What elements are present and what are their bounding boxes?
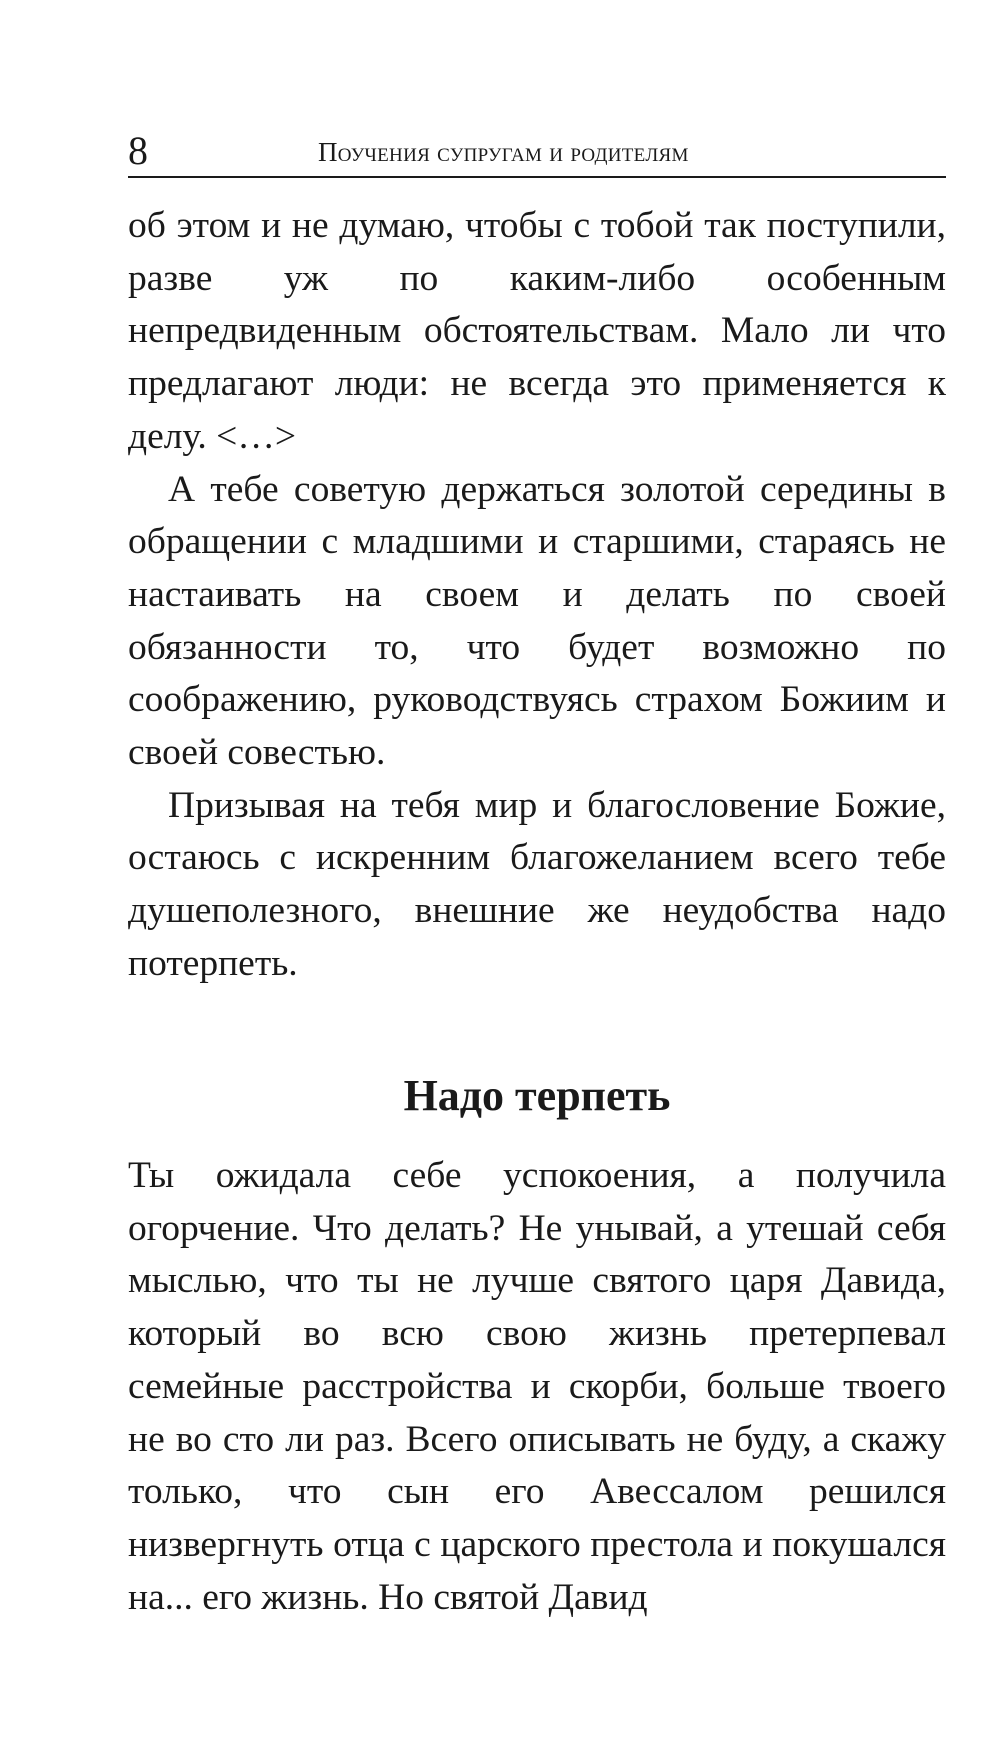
text-block-chapter — [128, 1150, 946, 1624]
paragraph: А тебе советую держаться золотой середины в обращении с младшими и старшими, стараясь не настаивать на своем и делать по своей обязанности то, что будет возможно по соображению, руководствуясь страхом Божиим и своей совестью. — [128, 468, 946, 774]
paragraph: об этом и не думаю, чтобы с тобой так поступили, разве уж по каким-либо особенным непредвиденным обстоятельствам. Мало ли что предлагают люди: не всегда это применяется к делу. <…> — [128, 205, 946, 457]
paragraph: Призывая на тебя мир и благословение Божие, остаюсь с искренним благожеланием всего тебе душеполезного, внешние же неудобства надо потерпеть. — [128, 784, 946, 984]
running-head — [128, 126, 946, 176]
header-rule — [128, 176, 946, 178]
running-title: Поучения супругам и родителям — [318, 137, 689, 167]
paragraph: Ты ожидала себе успокоения, а получила огорчение. Что делать? Не унывай, а утешай себя мыслью, что ты не лучше святого царя Давида, который во всю свою жизнь претерпевал семейные расстройства и скорби, больше твоего не во сто ли раз. Всего описывать не буду, а скажу только, что сын его Авессалом решился низвергнуть отца с царского престола и покушался на... его жизнь. Но святой Давид — [128, 1155, 946, 1618]
page-number: 8 — [128, 128, 148, 173]
text-block-continued — [128, 200, 946, 991]
chapter-heading: Надо терпеть — [403, 1071, 671, 1120]
